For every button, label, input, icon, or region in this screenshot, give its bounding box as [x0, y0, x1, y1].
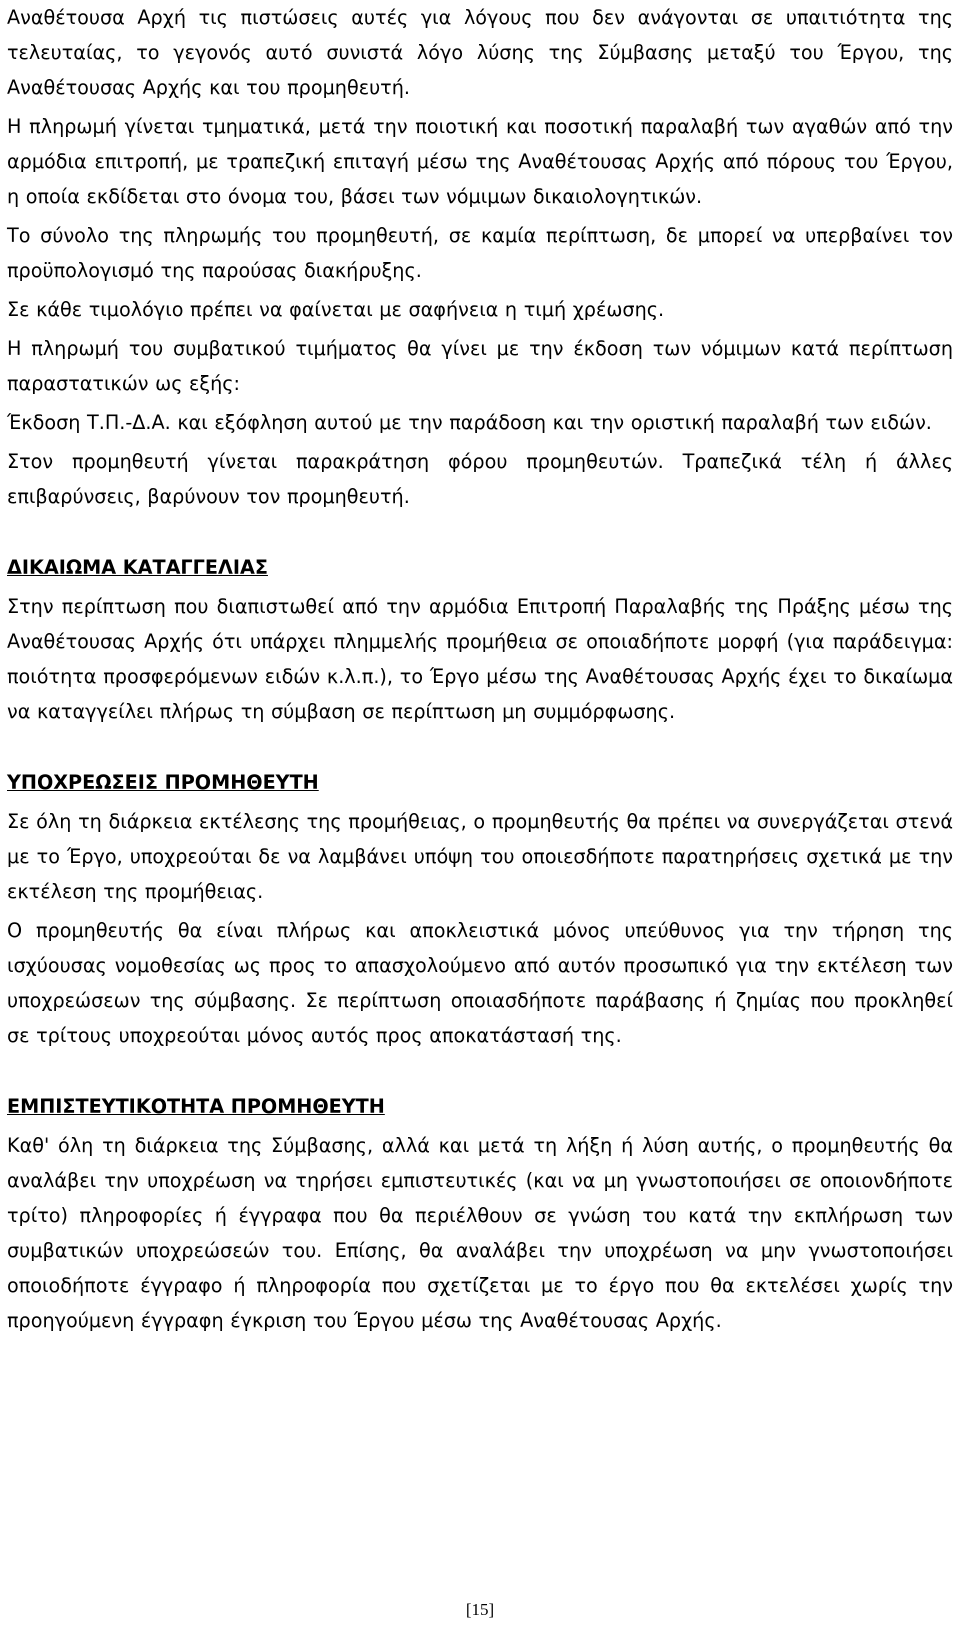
paragraph-termination-right: Στην περίπτωση που διαπιστωθεί από την αρμόδια Επιτροπή Παραλαβής της Πράξης μέσω της Αναθέτουσας Αρχής ότι υπάρχει πλημμελής προμήθεια σε οποιαδήποτε μορφή (για παράδειγμα: ποιότητα προσφερόμενων ειδών κ.λ.π.), το Έργο μέσω της Αναθέτουσας Αρχής έχει το δικαίωμα να καταγγείλει πλήρως τη σύμβαση σε περίπτωση μη συμμόρφωσης. [7, 595, 953, 723]
paragraph-payment-total: Το σύνολο της πληρωμής του προμηθευτή, σε καμία περίπτωση, δε μπορεί να υπερβαίνει τον προϋπολογισμό της παρούσας διακήρυξης. [7, 224, 953, 282]
section-heading-supplier-obligations: ΥΠΟΧΡΕΩΣΕΙΣ ΠΡΟΜΗΘΕΥΤΗ [7, 771, 319, 794]
paragraph-contract-termination: Αναθέτουσα Αρχή τις πιστώσεις αυτές για λόγους που δεν ανάγονται σε υπαιτιότητα της τελευταίας, το γεγονός αυτό συνιστά λόγο λύσης της Σύμβασης μεταξύ του Έργου, της Αναθέτουσας Αρχής και του προμηθευτή. [7, 6, 953, 99]
paragraph-payment-installments: Η πληρωμή γίνεται τμηματικά, μετά την ποιοτική και ποσοτική παραλαβή των αγαθών από την αρμόδια επιτροπή, με τραπεζική επιταγή μέσω της Αναθέτουσας Αρχής από πόρους του Έργου, η οποία εκδίδεται στο όνομα του, βάσει των νόμιμων δικαιολογητικών. [7, 115, 953, 208]
paragraph-payment-documents: Η πληρωμή του συμβατικού τιμήματος θα γίνει με την έκδοση των νόμιμων κατά περίπτωση παραστατικών ως εξής: [7, 337, 953, 395]
paragraph-supplier-cooperation: Σε όλη τη διάρκεια εκτέλεσης της προμήθειας, ο προμηθευτής θα πρέπει να συνεργάζεται στενά με το Έργο, υποχρεούται δε να λαμβάνει υπόψη του οποιεσδήποτε παρατηρήσεις σχετικά με την εκτέλεση της προμήθειας. [7, 810, 953, 903]
page-number: [15] [465, 1600, 495, 1619]
paragraph-supplier-responsibility: Ο προμηθευτής θα είναι πλήρως και αποκλειστικά μόνος υπεύθυνος για την τήρηση της ισχύουσας νομοθεσίας ως προς το απασχολούμενο από αυτόν προσωπικό για την εκτέλεση των υποχρεώσεων της σύμβασης. Σε περίπτωση οποιασδήποτε παράβασης ή ζημίας που προκληθεί σε τρίτους υποχρεούται μόνος αυτός προς αποκατάστασή της. [7, 919, 953, 1047]
section-heading-termination-right: ΔΙΚΑΙΩΜΑ ΚΑΤΑΓΓΕΛΙΑΣ [7, 556, 268, 579]
paragraph-tax-withholding: Στον προμηθευτή γίνεται παρακράτηση φόρου προμηθευτών. Τραπεζικά τέλη ή άλλες επιβαρύνσεις, βαρύνουν τον προμηθευτή. [7, 450, 953, 508]
document-body [7, 0, 953, 1338]
section-heading-supplier-confidentiality: ΕΜΠΙΣΤΕΥΤΙΚΟΤΗΤΑ ΠΡΟΜΗΘΕΥΤΗ [7, 1095, 385, 1118]
paragraph-issue-receipt: Έκδοση Τ.Π.-Δ.Α. και εξόφληση αυτού με την παράδοση και την οριστική παραλαβή των ειδών. [7, 411, 932, 434]
paragraph-invoice-price: Σε κάθε τιμολόγιο πρέπει να φαίνεται με σαφήνεια η τιμή χρέωσης. [7, 298, 665, 321]
paragraph-supplier-confidentiality: Καθ' όλη τη διάρκεια της Σύμβασης, αλλά και μετά τη λήξη ή λύση αυτής, ο προμηθευτής θα αναλάβει την υποχρέωση να τηρήσει εμπιστευτικές (και να μη γνωστοποιήσει σε οποιονδήποτε τρίτο) πληροφορίες ή έγγραφα που θα περιέλθουν σε γνώση του κατά την εκπλήρωση των συμβατικών υποχρεώσεών του. Επίσης, θα αναλάβει την υποχρέωση να μην γνωστοποιήσει οποιοδήποτε έγγραφο ή πληροφορία που σχετίζεται με το έργο που θα εκτελέσει χωρίς την προηγούμενη έγγραφη έγκριση του Έργου μέσω της Αναθέτουσας Αρχής. [7, 1134, 953, 1332]
